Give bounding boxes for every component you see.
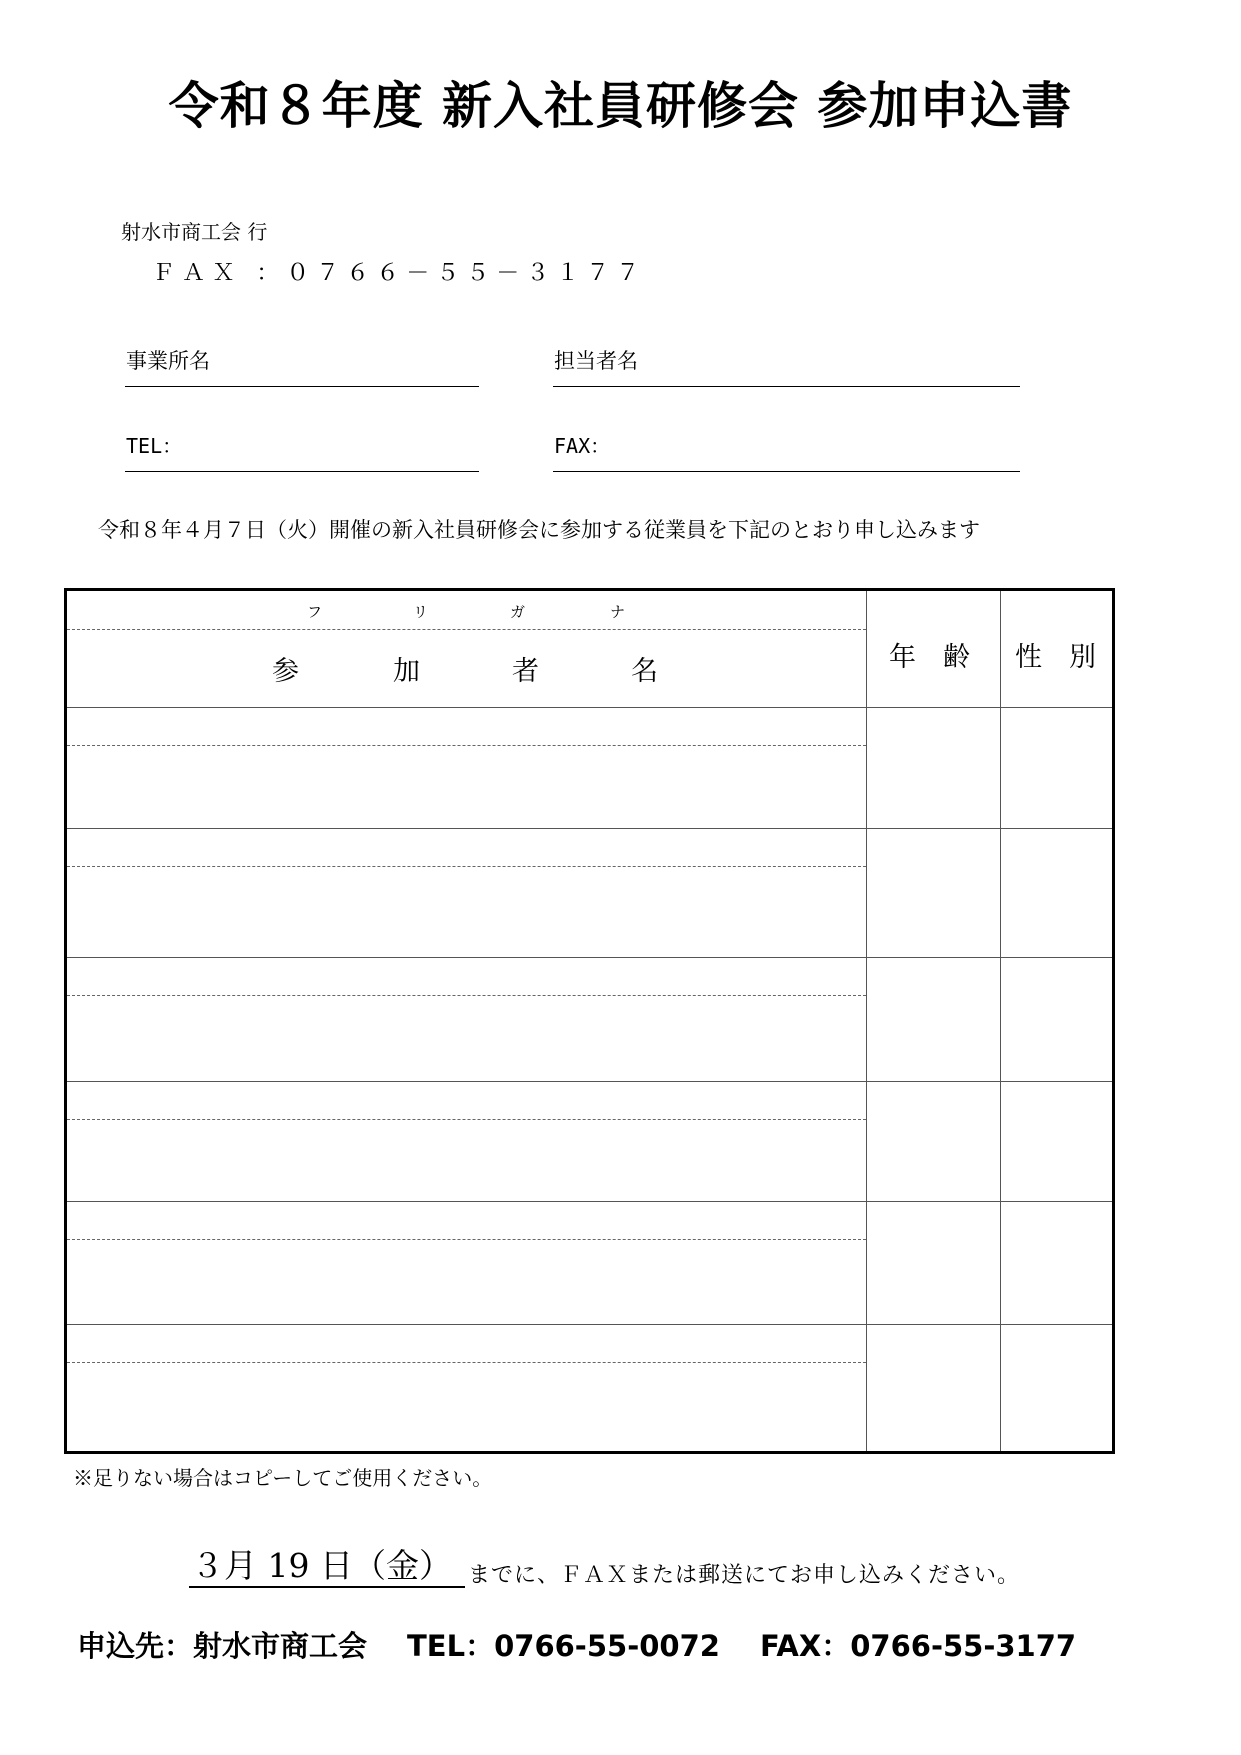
furigana-cell[interactable]: [67, 958, 865, 995]
age-cell[interactable]: [868, 708, 999, 827]
age-cell[interactable]: [868, 1325, 999, 1451]
age-header: 年 齢: [889, 642, 970, 673]
contact-fax: FAX：0766-55-3177: [759, 1629, 1077, 1663]
participant-name-cell[interactable]: [67, 746, 865, 827]
contact-info: [77, 1624, 1076, 1665]
recipient-fax: ＦＡＸ ：０７６６－５５－３１７７: [152, 260, 647, 286]
age-cell[interactable]: [868, 1202, 999, 1323]
recipient: 射水市商工会 行: [121, 220, 268, 244]
furigana-header-char: フ: [307, 603, 323, 621]
furigana-header-char: ナ: [610, 603, 626, 621]
furigana-cell[interactable]: [67, 1082, 865, 1119]
tel-label: TEL：: [126, 434, 183, 458]
gender-cell[interactable]: [1002, 708, 1112, 827]
fax-label: FAX：: [554, 434, 611, 458]
fax-field[interactable]: [553, 431, 1020, 472]
age-cell[interactable]: [868, 1082, 999, 1200]
gender-header: 性 別: [1015, 642, 1096, 673]
furigana-cell[interactable]: [67, 1202, 865, 1239]
intro-text: 令和８年４月７日（火）開催の新入社員研修会に参加する従業員を下記のとおり申し込みます: [98, 518, 980, 542]
gender-cell[interactable]: [1002, 829, 1112, 956]
tel-field[interactable]: [125, 431, 479, 472]
name-header-char: 名: [631, 656, 658, 687]
name-header-char: 者: [512, 656, 539, 687]
furigana-cell[interactable]: [67, 829, 865, 866]
company-name-field[interactable]: [125, 346, 479, 387]
furigana-cell[interactable]: [67, 1325, 865, 1362]
deadline-text: までに、ＦＡＸまたは郵送にてお申し込みください。: [468, 1563, 1021, 1588]
participant-name-cell[interactable]: [67, 1363, 865, 1451]
participant-table: [64, 588, 1115, 1454]
furigana-header-char: リ: [413, 603, 429, 621]
age-cell[interactable]: [868, 958, 999, 1080]
gender-cell[interactable]: [1002, 1202, 1112, 1323]
participant-name-cell[interactable]: [67, 996, 865, 1080]
gender-cell[interactable]: [1002, 1082, 1112, 1200]
participant-name-cell[interactable]: [67, 1240, 865, 1323]
name-header-char: 加: [393, 656, 420, 687]
participant-name-cell[interactable]: [67, 1120, 865, 1200]
furigana-cell[interactable]: [67, 708, 865, 745]
contact-person-field[interactable]: [553, 346, 1020, 387]
contact-to: 申込先：射水市商工会: [77, 1629, 368, 1663]
furigana-header-char: ガ: [510, 603, 526, 621]
page-title: 令和８年度 新入社員研修会 参加申込書: [168, 77, 1073, 135]
column-divider: [866, 591, 867, 1451]
copy-note: ※足りない場合はコピーしてご使用ください。: [73, 1466, 493, 1490]
name-header-char: 参: [272, 656, 299, 687]
participant-name-cell[interactable]: [67, 867, 865, 956]
age-cell[interactable]: [868, 829, 999, 956]
contact-tel: TEL：0766-55-0072: [407, 1629, 720, 1663]
contact-person-label: 担当者名: [554, 349, 638, 373]
furigana-divider: [67, 629, 866, 630]
deadline-date: ３月 19 日（金）: [189, 1548, 465, 1588]
column-divider: [1000, 591, 1001, 1451]
gender-cell[interactable]: [1002, 1325, 1112, 1451]
company-name-label: 事業所名: [126, 349, 210, 373]
gender-cell[interactable]: [1002, 958, 1112, 1080]
